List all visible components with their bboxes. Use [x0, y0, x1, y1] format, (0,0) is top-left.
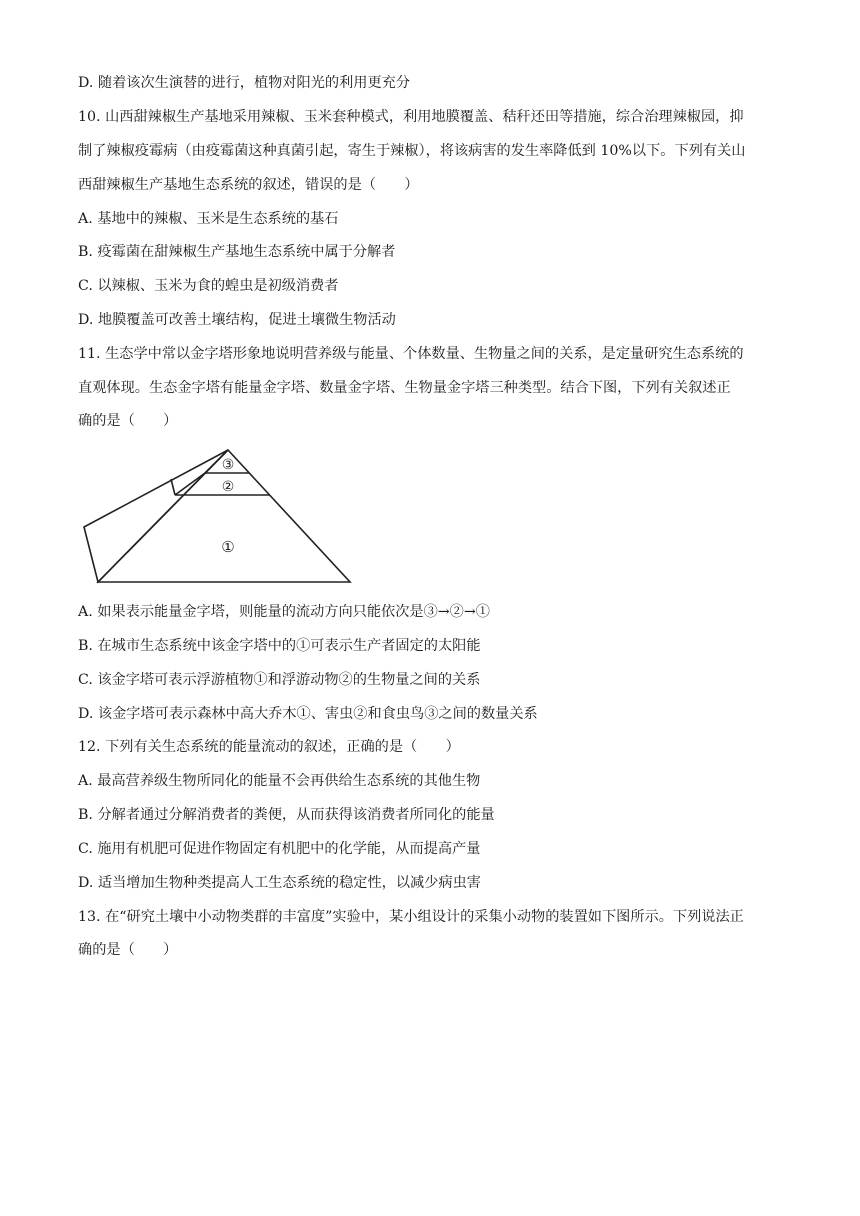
pyramid-label-1: ①	[221, 538, 235, 556]
q12-option-a: A. 最高营养级生物所同化的能量不会再供给生态系统的其他生物	[78, 773, 481, 789]
q10-stem-2: 制了辣椒疫霉病（由疫霉菌这种真菌引起，寄生于辣椒），将该病害的发生率降低到 10%以下。下列有关山	[78, 143, 746, 159]
pyramid-label-3: ③	[221, 457, 235, 473]
q10-option-b: B. 疫霉菌在甜辣椒生产基地生态系统中属于分解者	[78, 244, 396, 260]
q11-stem-2: 直观体现。生态金字塔有能量金字塔、数量金字塔、生物量金字塔三种类型。结合下图，下列有关叙述正	[78, 380, 731, 396]
ecological-pyramid-figure	[80, 446, 355, 586]
q12-option-b: B. 分解者通过分解消费者的粪便，从而获得该消费者所同化的能量	[78, 807, 495, 823]
q11-option-c: C. 该金字塔可表示浮游植物①和浮游动物②的生物量之间的关系	[78, 672, 481, 688]
q10-option-a: A. 基地中的辣椒、玉米是生态系统的基石	[78, 211, 339, 227]
q11-option-b: B. 在城市生态系统中该金字塔中的①可表示生产者固定的太阳能	[78, 638, 481, 654]
q11-option-d: D. 该金字塔可表示森林中高大乔木①、害虫②和食虫鸟③之间的数量关系	[78, 706, 538, 722]
q11-option-a: A. 如果表示能量金字塔，则能量的流动方向只能依次是③→②→①	[78, 604, 490, 620]
q10-option-d: D. 地膜覆盖可改善土壤结构，促进土壤微生物活动	[78, 312, 396, 328]
q10-stem-3: 西甜辣椒生产基地生态系统的叙述，错误的是（ ）	[78, 177, 419, 193]
pyramid-label-2: ②	[221, 479, 235, 495]
q12-option-c: C. 施用有机肥可促进作物固定有机肥中的化学能，从而提高产量	[78, 841, 481, 857]
q13-stem-1: 13. 在“研究土壤中小动物类群的丰富度”实验中，某小组设计的采集小动物的装置如下图所示。下列说法正	[78, 909, 744, 925]
line-d9: D. 随着该次生演替的进行，植物对阳光的利用更充分	[78, 75, 411, 91]
pyramid-side-face	[84, 450, 228, 582]
q11-stem-1: 11. 生态学中常以金字塔形象地说明营养级与能量、个体数量、生物量之间的关系，是定量研究生态系统的	[78, 346, 744, 362]
pyramid-side-bend	[171, 479, 175, 495]
q11-stem-3: 确的是（ ）	[78, 413, 178, 429]
q12-option-d: D. 适当增加生物种类提高人工生态系统的稳定性，以减少病虫害	[78, 875, 481, 891]
q10-stem-1: 10. 山西甜辣椒生产基地采用辣椒、玉米套种模式，利用地膜覆盖、秸秆还田等措施，综合治理辣椒园，抑	[78, 109, 744, 125]
q10-option-c: C. 以辣椒、玉米为食的蝗虫是初级消费者	[78, 278, 339, 294]
q13-stem-2: 确的是（ ）	[78, 942, 178, 958]
q12-stem: 12. 下列有关生态系统的能量流动的叙述，正确的是（ ）	[78, 739, 460, 755]
